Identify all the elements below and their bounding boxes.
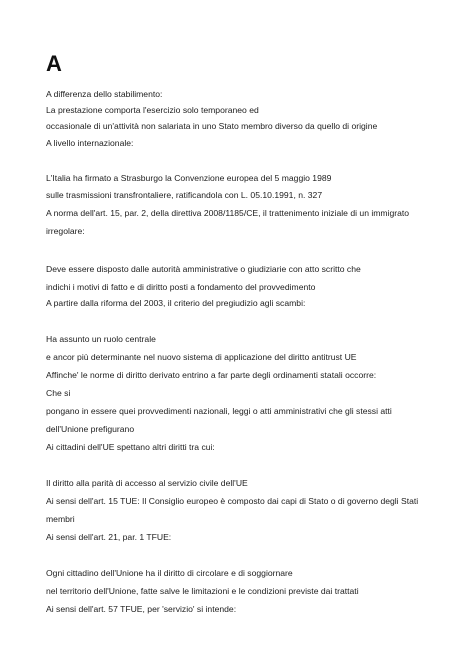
text-line: Il diritto alla parità di accesso al servizio civile dell'UE — [46, 478, 248, 488]
text-line: A partire dalla riforma del 2003, il criterio del pregiudizio agli scambi: — [46, 298, 306, 308]
text-line: dell'Unione prefigurano — [46, 424, 135, 434]
text-line: La prestazione comporta l'esercizio solo temporaneo ed — [46, 105, 259, 115]
text-line: Ogni cittadino dell'Unione ha il diritto di circolare e di soggiornare — [46, 568, 293, 578]
text-line: Ha assunto un ruolo centrale — [46, 334, 156, 344]
section-heading: A — [46, 51, 62, 76]
text-line: Ai sensi dell'art. 15 TUE: Il Consiglio europeo è composto dai capi di Stato o di governo degli Stati — [46, 496, 419, 506]
text-line: A norma dell'art. 15, par. 2, della direttiva 2008/1185/CE, il trattenimento iniziale di un immigrato — [46, 208, 410, 218]
text-line: Affinche' le norme di diritto derivato entrino a far parte degli ordinamenti statali occorre: — [46, 370, 377, 380]
text-line: L'Italia ha firmato a Strasburgo la Convenzione europea del 5 maggio 1989 — [46, 173, 332, 183]
text-line: indichi i motivi di fatto e di diritto posti a fondamento del provvedimento — [46, 282, 316, 292]
text-line: Ai sensi dell'art. 21, par. 1 TFUE: — [46, 532, 172, 542]
text-line: Ai cittadini dell'UE spettano altri diritti tra cui: — [46, 442, 215, 452]
text-line: irregolare: — [46, 226, 85, 236]
text-line: Ai sensi dell'art. 57 TFUE, per 'servizio' si intende: — [46, 604, 237, 614]
text-line: sulle trasmissioni transfrontaliere, ratificandola con L. 05.10.1991, n. 327 — [46, 190, 323, 200]
text-line: Deve essere disposto dalle autorità amministrative o giudiziarie con atto scritto che — [46, 264, 361, 274]
text-line: nel territorio dell'Unione, fatte salve le limitazioni e le condizioni previste dai trattati — [46, 586, 359, 596]
text-line: membri — [46, 514, 75, 524]
text-line: Che si — [46, 388, 71, 398]
text-line: A livello internazionale: — [46, 138, 134, 148]
text-line: A differenza dello stabilimento: — [46, 89, 163, 99]
text-line: pongano in essere quei provvedimenti nazionali, leggi o atti amministrativi che gli stessi atti — [46, 406, 392, 416]
text-line: e ancor più determinante nel nuovo sistema di applicazione del diritto antitrust UE — [46, 352, 357, 362]
text-line: occasionale di un'attività non salariata in uno Stato membro diverso da quello di origine — [46, 121, 378, 131]
